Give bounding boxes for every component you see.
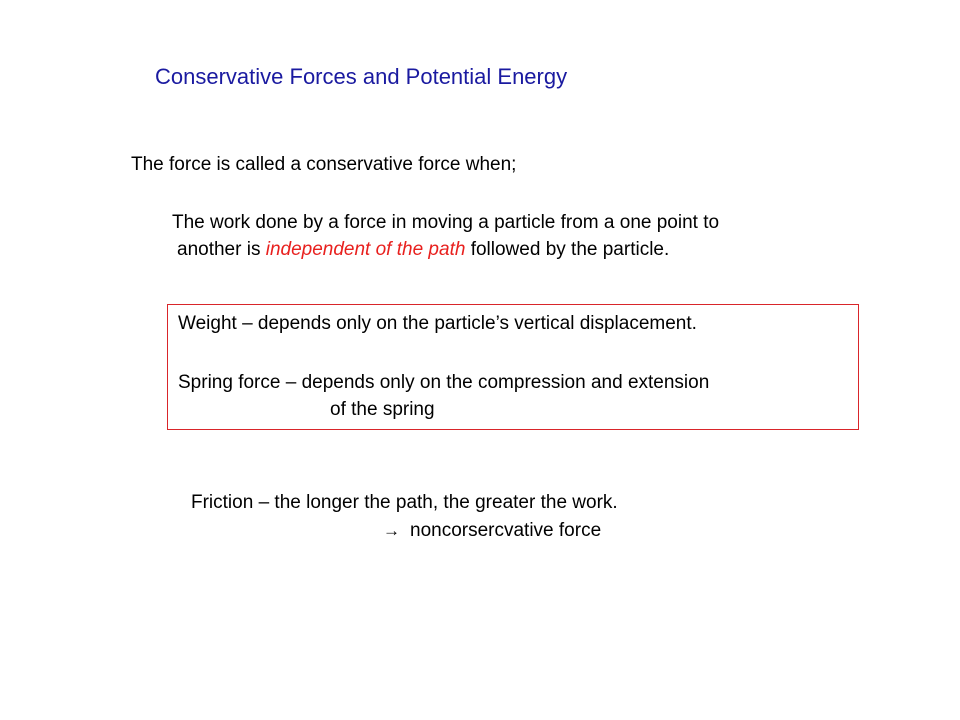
slide-title: Conservative Forces and Potential Energy	[155, 64, 568, 89]
nonconservative-line	[383, 520, 601, 543]
definition-line-1: The work done by a force in moving a particle from a one point to	[172, 212, 720, 233]
definition-prefix: another is	[177, 239, 266, 260]
definition-suffix: followed by the particle.	[465, 239, 670, 260]
spring-example-line-1: Spring force – depends only on the compression and extension	[178, 372, 710, 393]
weight-example: Weight – depends only on the particle’s vertical displacement.	[178, 313, 697, 334]
spring-example-line-2: of the spring	[330, 399, 435, 420]
nonconservative-label: noncorsercvative force	[410, 520, 602, 541]
intro-text: The force is called a conservative force when;	[131, 154, 517, 175]
definition-highlight: independent of the path	[265, 239, 466, 260]
examples-box	[167, 304, 859, 430]
right-arrow-icon: →	[383, 521, 400, 540]
definition-line-2	[177, 239, 669, 262]
friction-text: Friction – the longer the path, the greater the work.	[191, 492, 618, 513]
